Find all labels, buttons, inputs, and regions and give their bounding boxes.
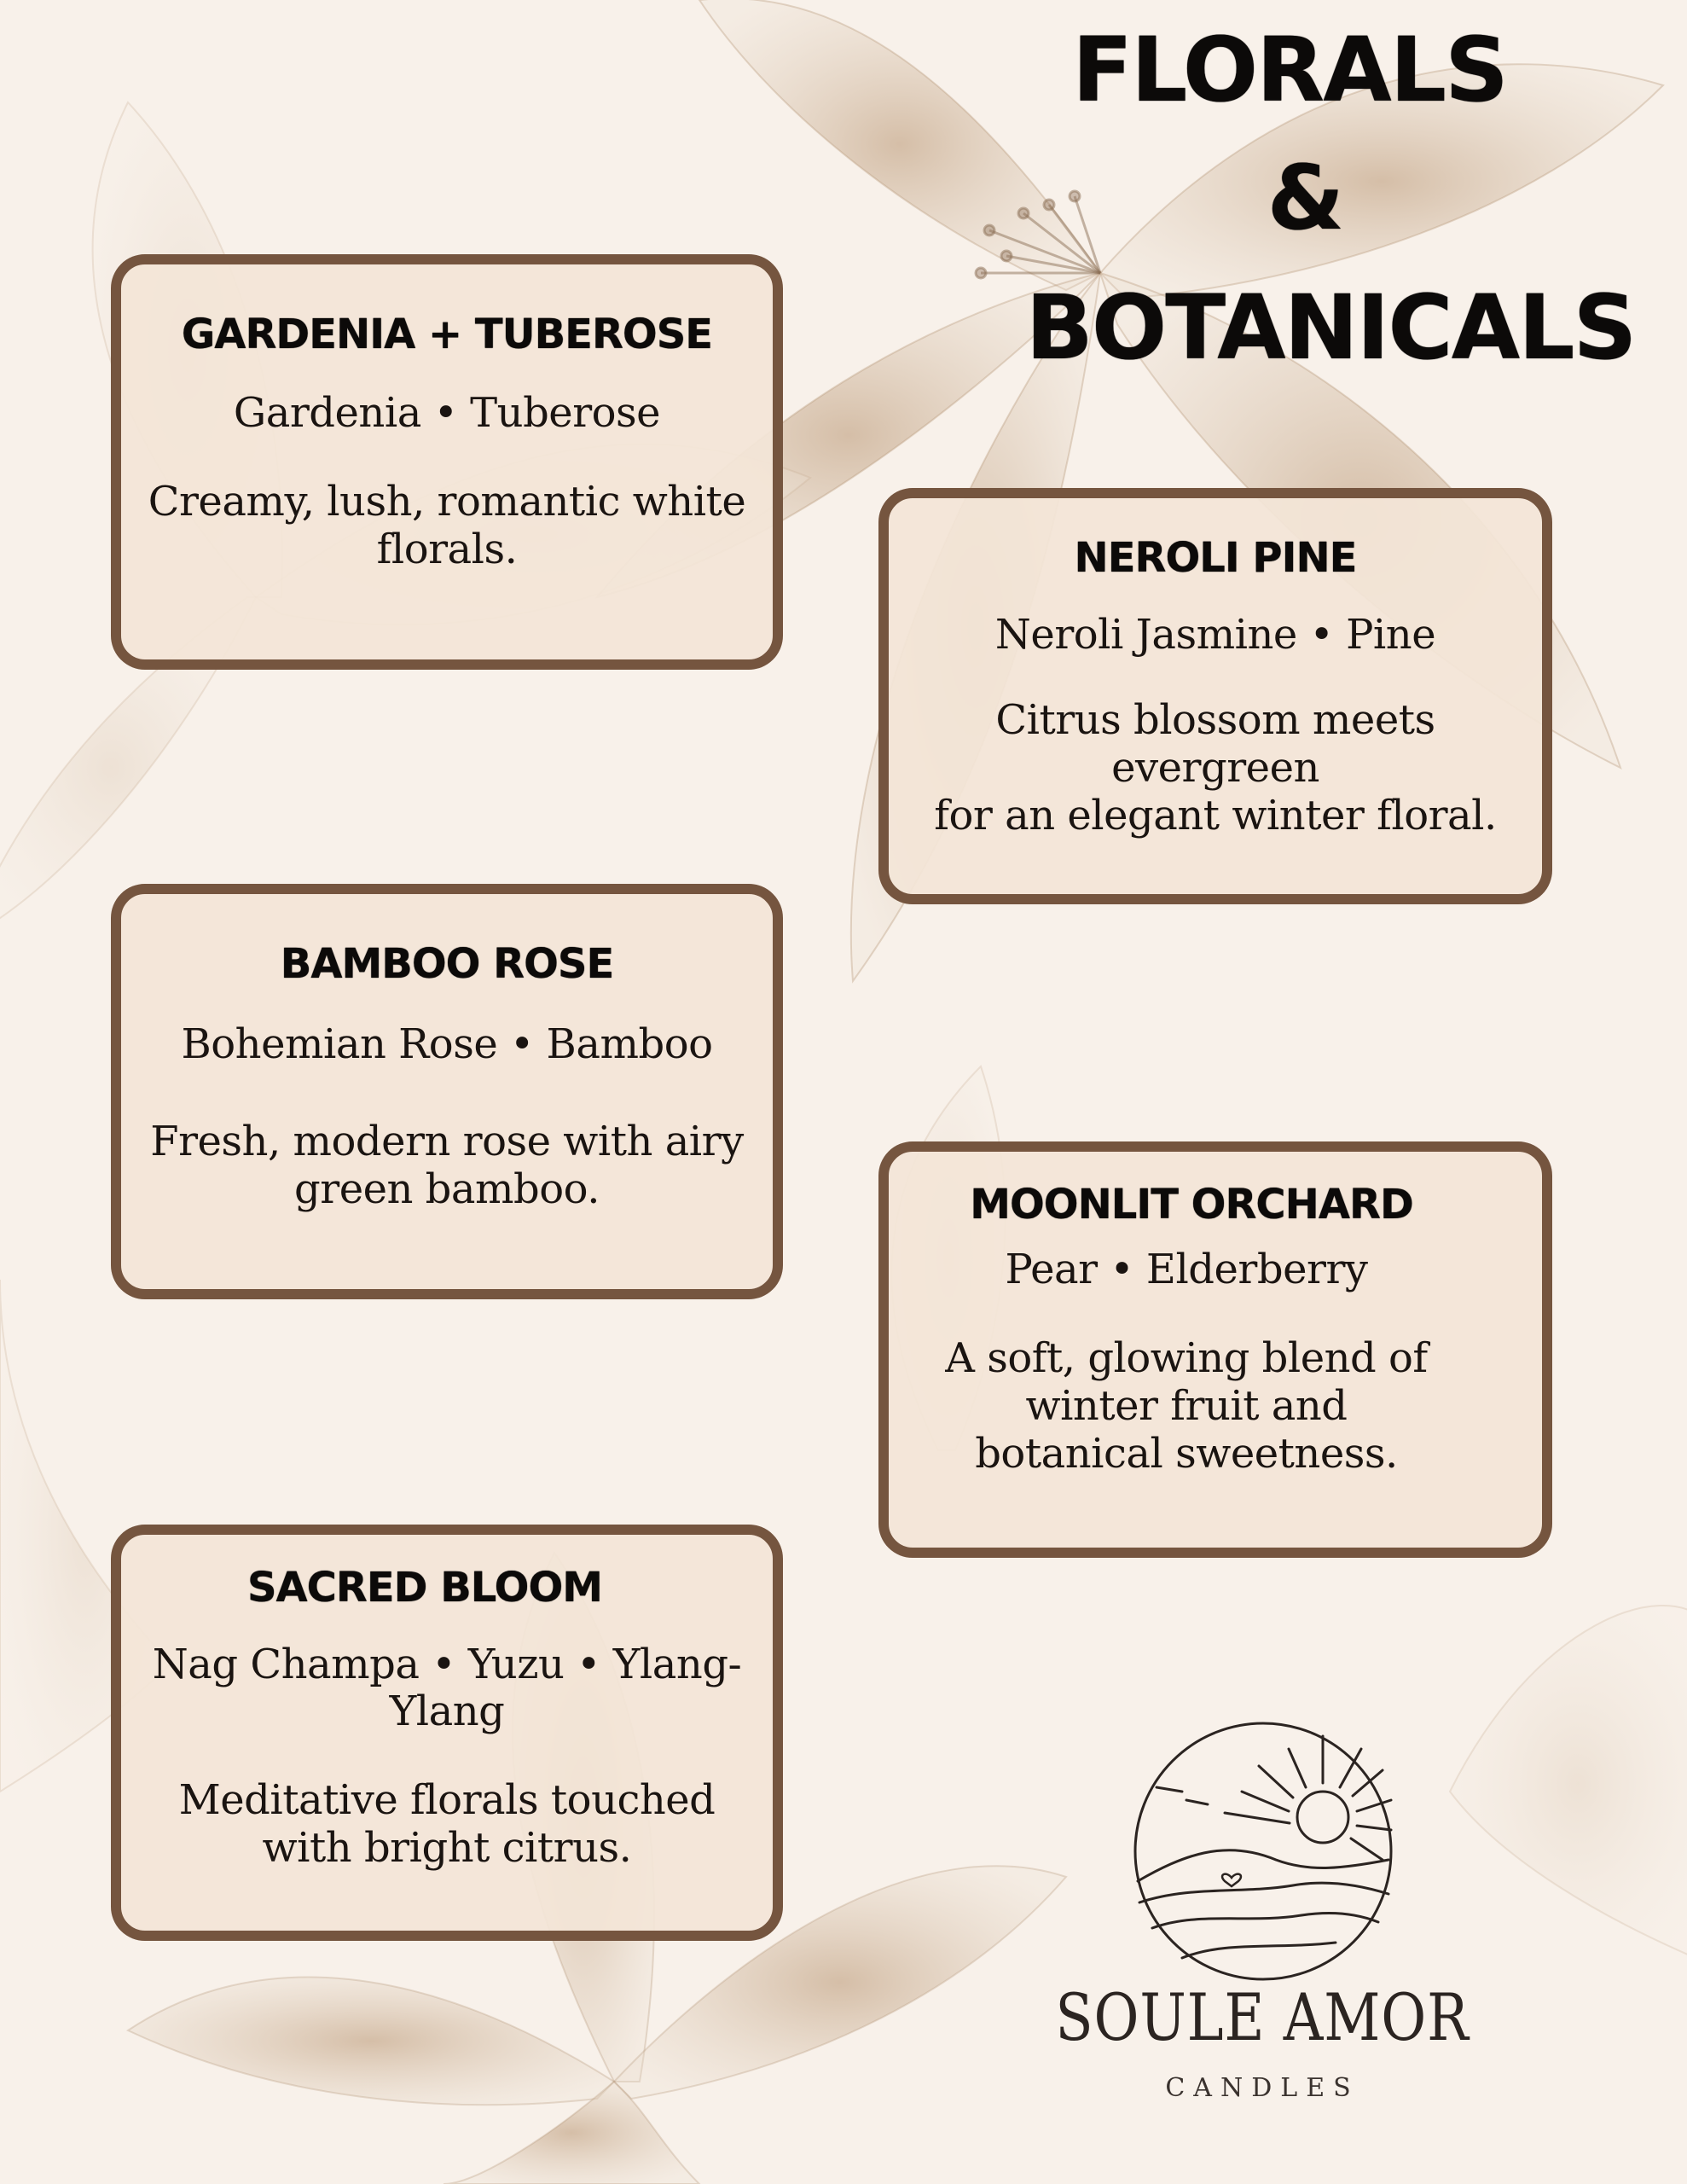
brand-name: SOULE AMOR [1055, 1979, 1470, 2055]
scent-description [121, 1776, 773, 1872]
scent-card-moonlit-orchard [878, 1141, 1552, 1558]
scent-name: NEROLI PINE [1074, 534, 1357, 582]
scent-description [860, 1334, 1513, 1478]
scent-notes: Gardenia • Tuberose [233, 388, 661, 437]
scent-card-bamboo-rose [111, 884, 783, 1299]
scent-description-line: evergreen [1111, 744, 1319, 793]
scent-description [889, 696, 1542, 839]
scent-name: MOONLIT ORCHARD [970, 1181, 1413, 1228]
scent-card-gardenia-tuberose [111, 254, 783, 670]
scent-notes-line: Ylang [389, 1687, 505, 1735]
scent-description-line: Creamy, lush, romantic white [148, 477, 746, 526]
scent-notes [121, 1641, 773, 1735]
scent-notes: Neroli Jasmine • Pine [994, 610, 1436, 659]
title-line-florals: FLORALS [1072, 18, 1507, 122]
scent-name: GARDENIA + TUBEROSE [181, 311, 713, 358]
scent-description-line: for an elegant winter floral. [934, 792, 1497, 840]
scent-description-line: with bright citrus. [262, 1824, 632, 1873]
scent-description-line: Meditative florals touched [178, 1776, 716, 1825]
page-title [938, 18, 1672, 380]
scent-card-sacred-bloom [111, 1525, 783, 1941]
scent-description [121, 478, 773, 573]
scent-description-line: green bamboo. [294, 1165, 600, 1214]
scent-name: BAMBOO ROSE [280, 940, 614, 988]
scent-notes: Bohemian Rose • Bamboo [181, 1019, 713, 1068]
title-line-ampersand: & [1267, 146, 1343, 250]
scent-description-line: Fresh, modern rose with airy [150, 1117, 744, 1165]
brand-tagline: CANDLES [1165, 2073, 1359, 2103]
title-line-botanicals: BOTANICALS [1025, 276, 1636, 380]
scent-notes: Pear • Elderberry [1005, 1245, 1368, 1293]
scent-card-neroli-pine [878, 488, 1552, 904]
scent-description-line: Citrus blossom meets [995, 695, 1435, 744]
scent-description-line: botanical sweetness. [975, 1430, 1398, 1478]
sunrise-logo-icon [1122, 1711, 1404, 1992]
scent-description-line: winter fruit and [1025, 1382, 1348, 1431]
scent-description-line: florals. [376, 526, 518, 574]
scent-description [121, 1118, 773, 1213]
scent-name: SACRED BLOOM [246, 1564, 603, 1612]
scent-description-line: A soft, glowing blend of [945, 1333, 1428, 1382]
scent-notes-line: Nag Champa • Yuzu • Ylang- [152, 1640, 742, 1688]
